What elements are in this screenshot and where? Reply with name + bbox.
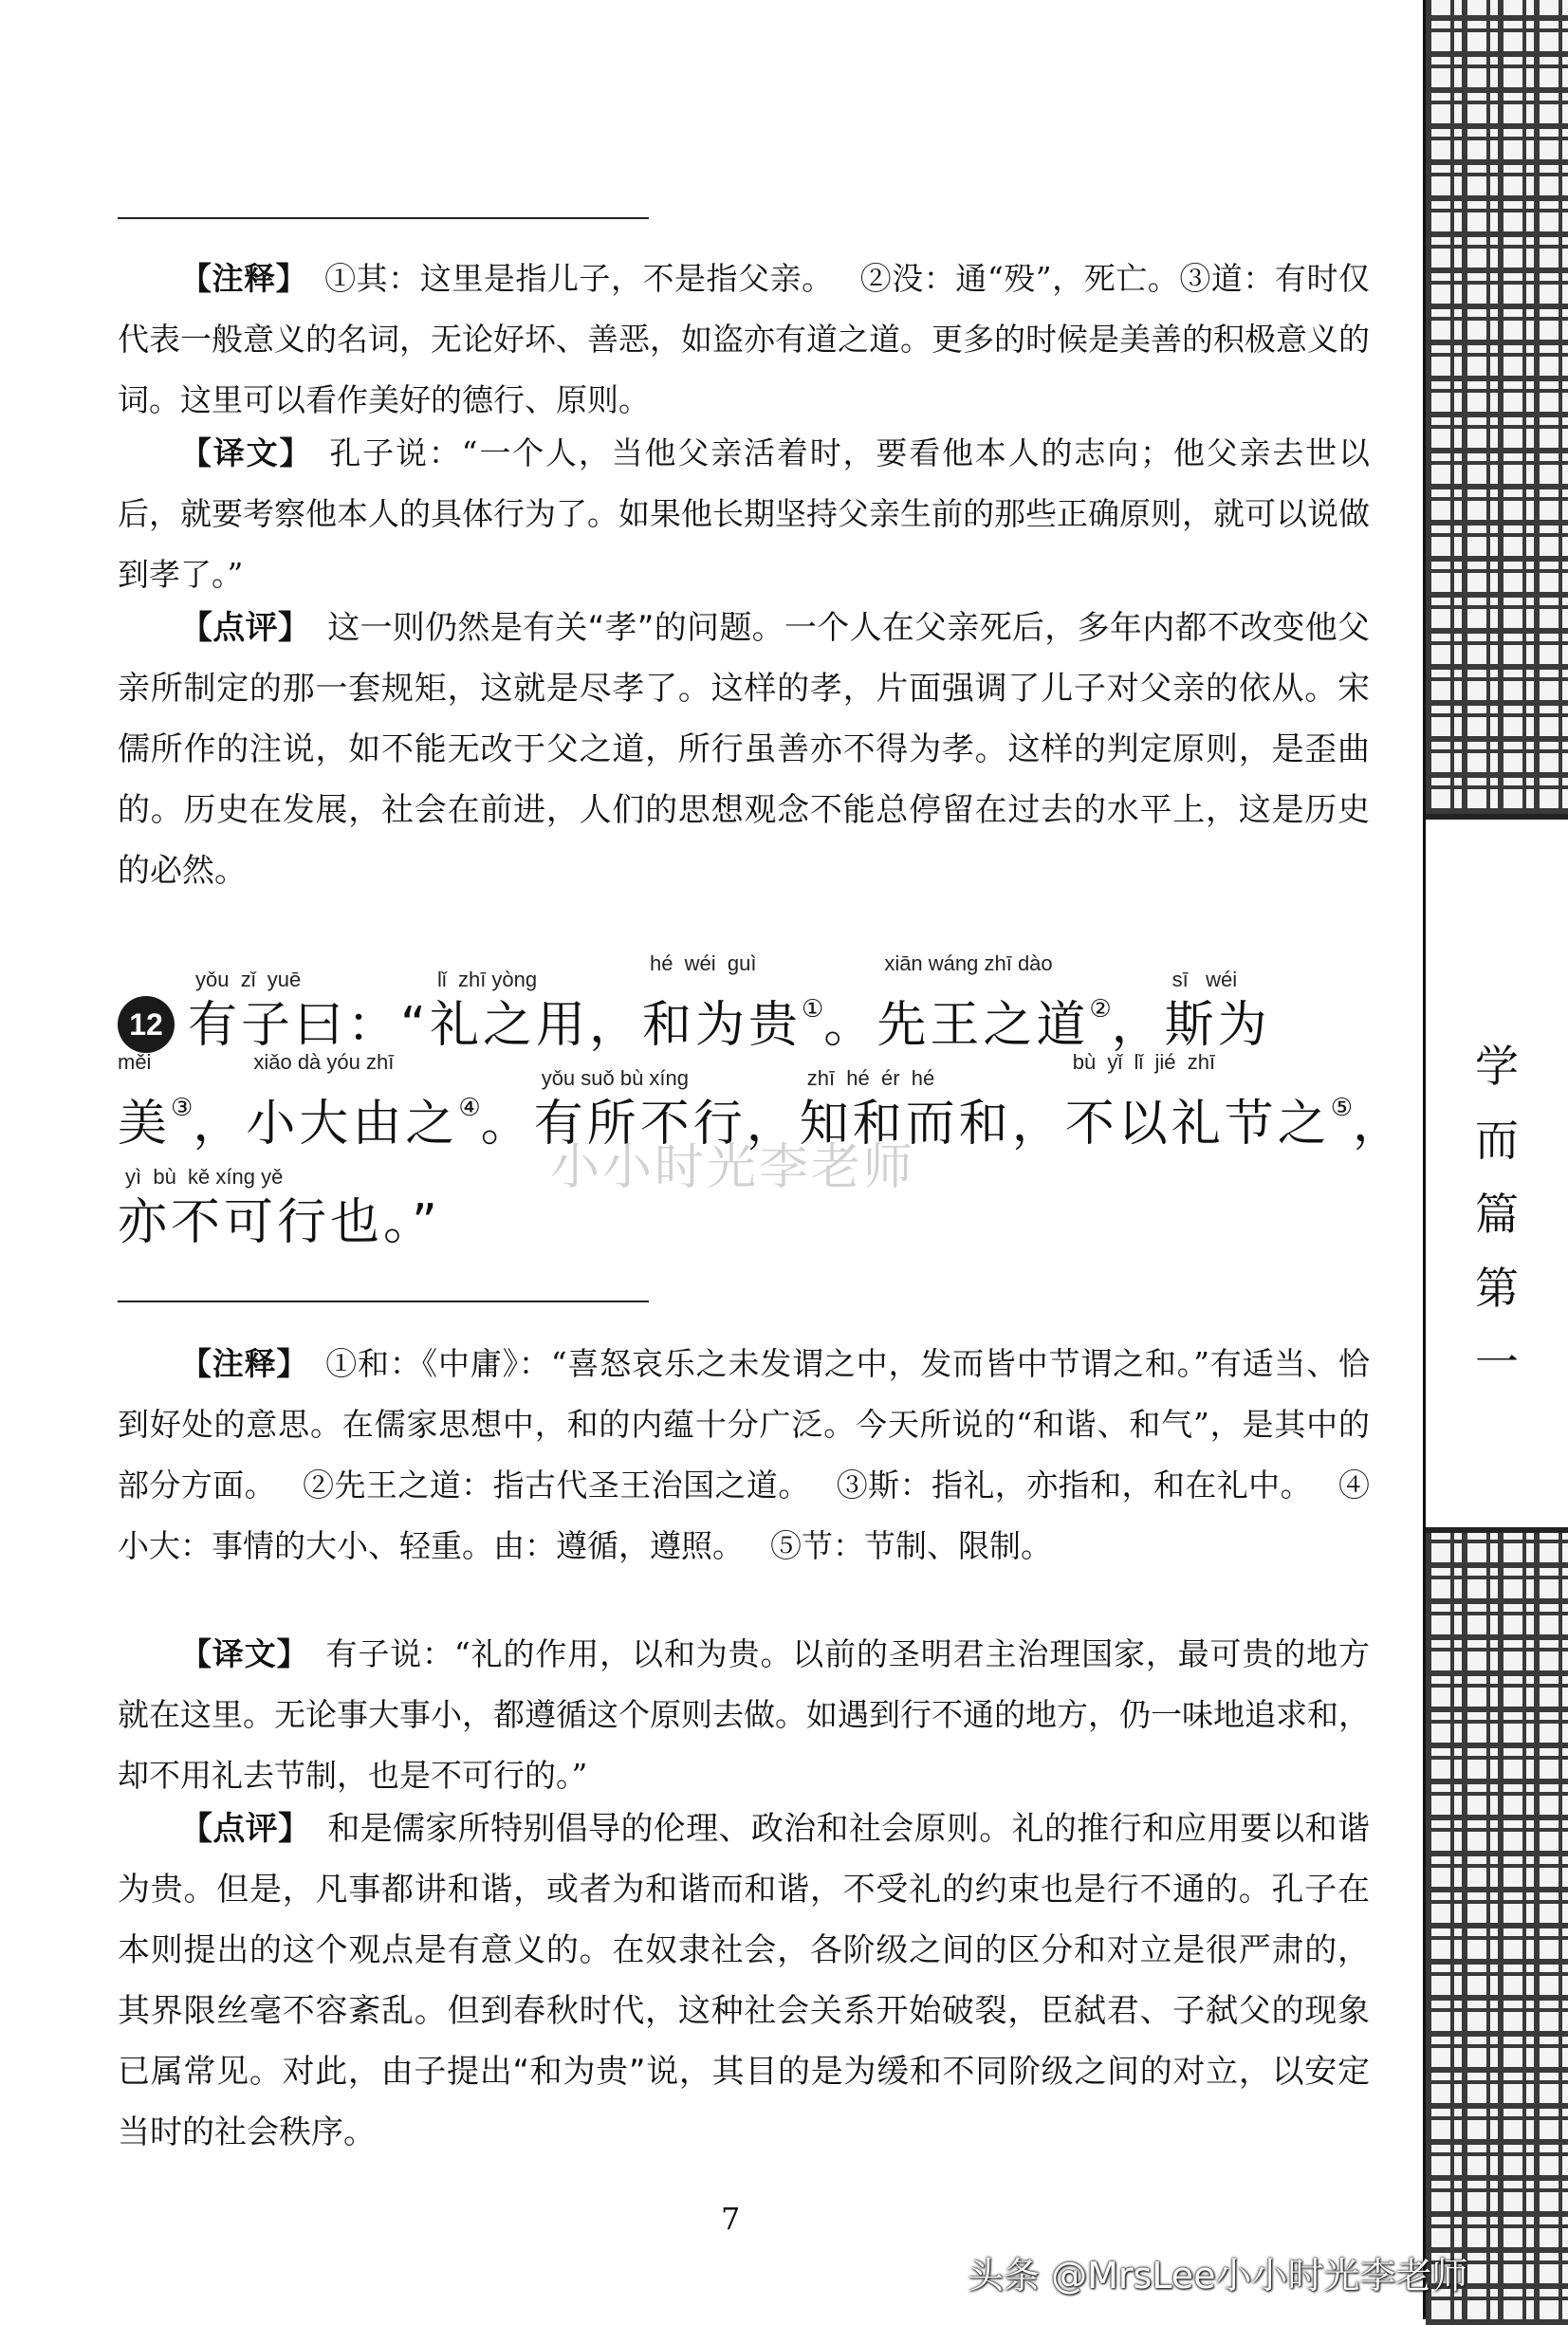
verse-segment [118, 1048, 193, 1155]
hanzi: 有所不行， [533, 1096, 800, 1153]
pinyin: zhī hé ér hé [806, 1066, 935, 1090]
pinyin [823, 966, 831, 994]
verse-segment [188, 966, 430, 1057]
pinyin: hé wéi guì [649, 951, 757, 975]
hanzi: ， [1353, 1096, 1407, 1153]
pinyin: měi [118, 1050, 152, 1074]
divider-rule-middle [118, 1301, 649, 1302]
footer-watermark: 头条 @MrsLee小小时光李老师 [968, 2255, 1468, 2297]
hanzi: 亦不可行也。” [118, 1194, 441, 1251]
verse-segment [823, 966, 876, 1057]
verse-line-1 [118, 951, 1379, 1057]
verse-segment [481, 1064, 534, 1155]
translation-tag: 【译文】 [180, 1635, 309, 1672]
chapter-label-char: 一 [1475, 1337, 1519, 1388]
verse-segment [1165, 966, 1271, 1057]
translation-paragraph-1 [118, 423, 1370, 605]
verse-segment [118, 1163, 441, 1254]
footnote-marker: ① [801, 995, 824, 1024]
pinyin: yì bù kě xíng yě [125, 1165, 284, 1189]
divider-rule-top [118, 217, 649, 219]
chapter-label-char: 学 [1475, 1041, 1519, 1092]
hanzi: 不以礼节之⑤ [1064, 1094, 1354, 1153]
verse-segment [642, 950, 823, 1057]
hanzi: 礼之用， [429, 997, 642, 1054]
note-item: ④小大：事情的大小、轻重。由：遵循，遵照。 [118, 1467, 1371, 1564]
verse-segment [246, 1048, 480, 1155]
translation-tag: 【译文】 [180, 434, 313, 471]
chapter-label-char: 而 [1475, 1115, 1519, 1166]
verse-block [118, 951, 1407, 1254]
note-item: ③道：有时仅代表一般意义的名词，无论好坏、善恶，如盗亦有道之道。更多的时候是美善的积极意义的词。这里可以看作美好的德行、原则。 [118, 260, 1371, 418]
notes-tag: 【注释】 [180, 1345, 309, 1382]
notes-paragraph-2 [118, 1334, 1370, 1577]
page-number: 7 [721, 2201, 741, 2237]
translation-text: 孔子说：“一个人，当他父亲活着时，要看他本人的志向；他父亲去世以后，就要考察他本人的具体行为了。如果他长期坚持父亲生前的那些正确原则，就可以说做到孝了。” [118, 434, 1371, 593]
comment-tag: 【点评】 [180, 1810, 311, 1848]
pinyin [193, 1064, 200, 1093]
pinyin [1112, 966, 1119, 994]
hanzi: 。 [823, 997, 877, 1054]
comment-text: 和是儒家所特别倡导的伦理、政治和社会原则。礼的推行和应用要以和谐为贵。但是，凡事都讲和谐，或者为和谐而和谐，不受礼的约束也是行不通的。孔子在本则提出的这个观点是有意义的。在奴隶社会，各阶级之间的区分和对立是很严肃的，其界限丝毫不容紊乱。但到春秋时代，这种社会关系开始破裂，臣弑君、子弑父的现象已属常见。对此，由子提出“和为贵”说，其目的是为缓和不同阶级之间的对立，以安定当时的社会秩序。 [118, 1810, 1371, 2151]
verse-segment [876, 950, 1111, 1057]
pinyin [481, 1064, 489, 1093]
note-item: ②先王之道：指古代圣王治国之道。 [303, 1467, 810, 1504]
comment-text: 这一则仍然是有关“孝”的问题。一个人在父亲死后，多年内都不改变他父亲所制定的那一套规矩，这就是尽孝了。这样的孝，片面强调了儿子对父亲的依从。宋儒所作的注说，如不能无改于父之道，所行虽善亦不得为孝。这样的判定原则，是歪曲的。历史在发展，社会在前进，人们的思想观念不能总停留在过去的水平上，这是历史的必然。 [118, 609, 1370, 890]
verse-segment [430, 966, 642, 1057]
hanzi: ， [1111, 997, 1165, 1054]
pinyin: yǒu suǒ bù xíng [541, 1066, 690, 1090]
comment-paragraph-2 [118, 1799, 1370, 2163]
footnote-marker: ④ [458, 1094, 481, 1122]
margin-band [1423, 0, 1568, 2319]
comment-tag: 【点评】 [180, 609, 311, 647]
pinyin: bù yǐ lǐ jié zhī [1072, 1050, 1216, 1074]
hanzi: 先王之道② [876, 995, 1112, 1054]
hanzi: ， [193, 1096, 247, 1153]
fret-pattern-bottom [1426, 1527, 1568, 2325]
hanzi: 。 [480, 1096, 534, 1153]
comment-paragraph-1 [118, 598, 1370, 901]
verse-segment [1353, 1064, 1406, 1155]
footnote-marker: ② [1089, 995, 1112, 1024]
pinyin: lǐ zhī yòng [436, 968, 538, 991]
footnote-marker: ③ [171, 1094, 194, 1122]
pinyin: xiǎo dà yóu zhī [253, 1050, 395, 1074]
translation-text: 有子说：“礼的作用，以和为贵。以前的圣明君主治理国家，最可贵的地方就在这里。无论事大事小，都遵循这个原则去做。如遇到行不通的地方，仍一味地追求和，却不用礼去节制，也是不可行的。” [118, 1635, 1371, 1794]
note-item: ③斯：指礼，亦指和，和在礼中。 [836, 1467, 1313, 1504]
chapter-label-char: 第 [1475, 1263, 1519, 1314]
note-item: ①其：这里是指儿子，不是指父亲。 [324, 260, 834, 297]
note-item: ⑤节：节制、限制。 [770, 1527, 1052, 1564]
hanzi: 知和而和， [799, 1096, 1065, 1153]
chapter-label-char: 篇 [1475, 1189, 1519, 1240]
notes-tag: 【注释】 [180, 260, 308, 297]
verse-segment [1065, 1048, 1353, 1155]
hanzi: 斯为 [1164, 997, 1271, 1054]
pinyin: yǒu zǐ yuē [195, 968, 302, 991]
verse-segment [193, 1064, 246, 1155]
notes-paragraph-1 [118, 249, 1370, 431]
fret-pattern-top [1426, 0, 1568, 820]
translation-paragraph-2 [118, 1624, 1370, 1806]
watermark-text: 小小时光李老师 [550, 1139, 916, 1196]
hanzi: 有子曰：“ [188, 997, 430, 1054]
hanzi: 美③ [118, 1094, 194, 1153]
verse-number-badge: 12 [118, 996, 175, 1053]
pinyin: xiān wáng zhī dào [884, 951, 1053, 975]
footnote-marker: ⑤ [1330, 1094, 1354, 1122]
hanzi: 和为贵① [641, 995, 824, 1054]
pinyin: sī wéi [1171, 968, 1238, 991]
chapter-label [1426, 1029, 1568, 1399]
pinyin [1353, 1064, 1360, 1093]
note-item: ①和：《中庸》：“喜怒哀乐之未发谓之中，发而皆中节谓之和。”有适当、恰到好处的意思。在儒家思想中，和的内蕴十分广泛。今天所说的“和谐、和气”，是其中的部分方面。 [118, 1345, 1371, 1504]
hanzi: 小大由之④ [246, 1094, 481, 1153]
note-item: ②没：通“殁”，死亡。 [859, 260, 1180, 297]
verse-segment [1112, 966, 1165, 1057]
